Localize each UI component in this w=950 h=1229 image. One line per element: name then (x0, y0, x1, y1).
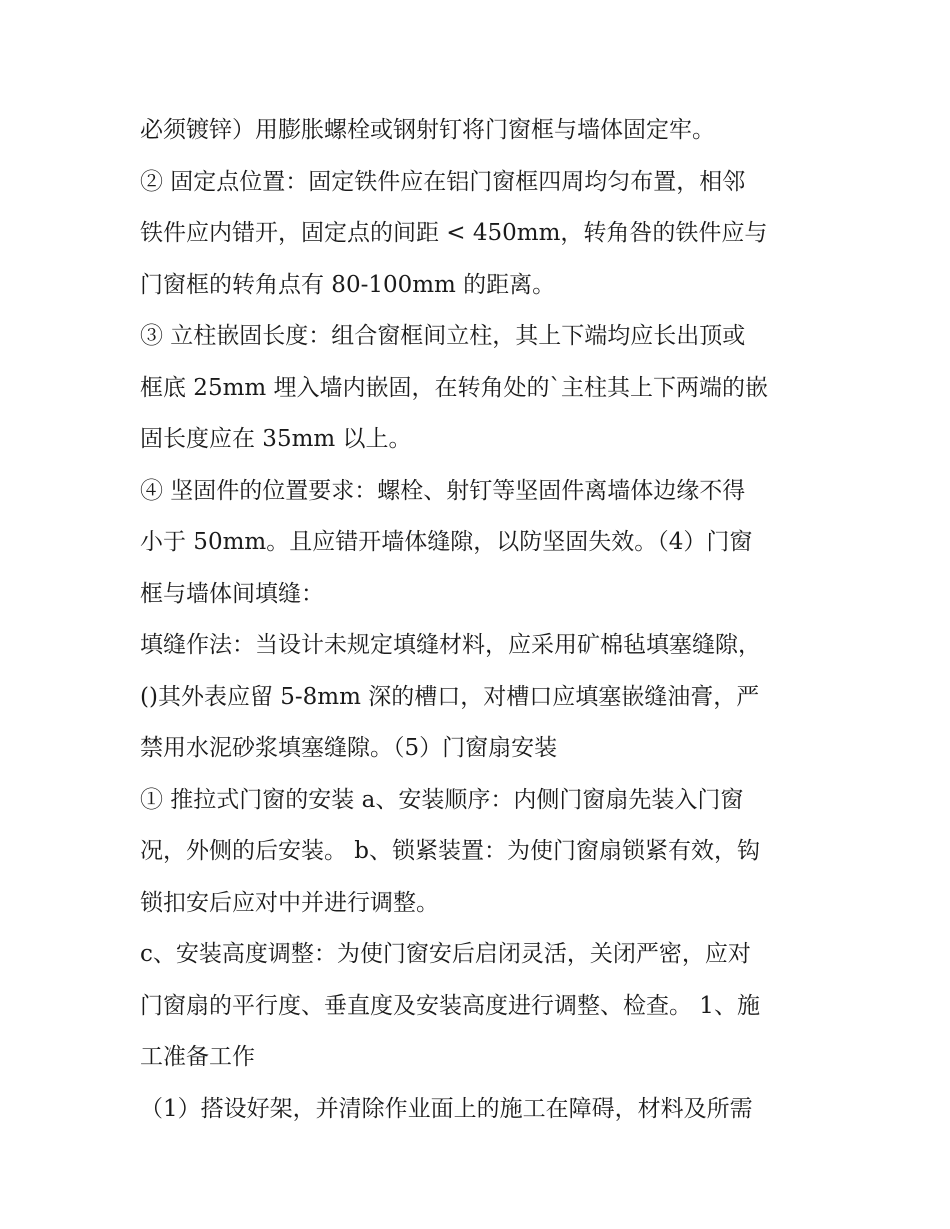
text-line: ()其外表应留 5-8mm 深的槽口，对槽口应填塞嵌缝油膏，严 (140, 683, 760, 710)
text-line: 小于 50mm。且应错开墙体缝隙，以防坚固失效。（4）门窗 (140, 529, 753, 555)
text-line: 固长度应在 35mm 以上。 (140, 426, 412, 452)
text-line: 门窗扇的平行度、垂直度及安装高度进行调整、检查。 1、施 (140, 992, 760, 1019)
text-line: 工准备工作 (140, 1044, 255, 1070)
text-line: 框与墙体间填缝： (140, 580, 324, 607)
text-line: ④ 坚固件的位置要求：螺栓、射钉等坚固件离墙体边缘不得 (140, 477, 746, 504)
text-line: ② 固定点位置：固定铁件应在铝门窗框四周均匀布置，相邻 (140, 168, 746, 195)
text-line: 况，外侧的后安装。 b、锁紧装置：为使门窗扇锁紧有效，钩 (140, 838, 761, 864)
text-line: ① 推拉式门窗的安装 a、安装顺序：内侧门窗扇先装入门窗 (140, 786, 744, 813)
text-line: ③ 立柱嵌固长度：组合窗框间立柱，其上下端均应长出顶或 (140, 323, 746, 349)
text-line: 必须镀锌）用膨胀螺栓或钢射钉将门窗框与墙体固定牢。 (140, 117, 715, 143)
text-line: c、安装高度调整：为使门窗安后启闭灵活，关闭严密，应对 (140, 941, 751, 967)
text-line: 锁扣安后应对中并进行调整。 (140, 889, 439, 916)
text-line: 铁件应内错开，固定点的间距 < 450mm，转角咎的铁件应与 (140, 220, 768, 246)
text-line: （1）搭设好架，并清除作业面上的施工在障碍，材料及所需 (140, 1095, 753, 1122)
text-line: 框底 25mm 埋入墙内嵌固，在转角处的`主柱其上下两端的嵌 (140, 374, 769, 401)
text-line: 填缝作法：当设计未规定填缝材料，应采用矿棉毡填塞缝隙， (140, 632, 761, 658)
body-text (140, 105, 820, 1135)
text-line: 门窗框的转角点有 80-100mm 的距离。 (140, 271, 556, 298)
text-line: 禁用水泥砂浆填塞缝隙。（5）门窗扇安装 (140, 735, 558, 761)
